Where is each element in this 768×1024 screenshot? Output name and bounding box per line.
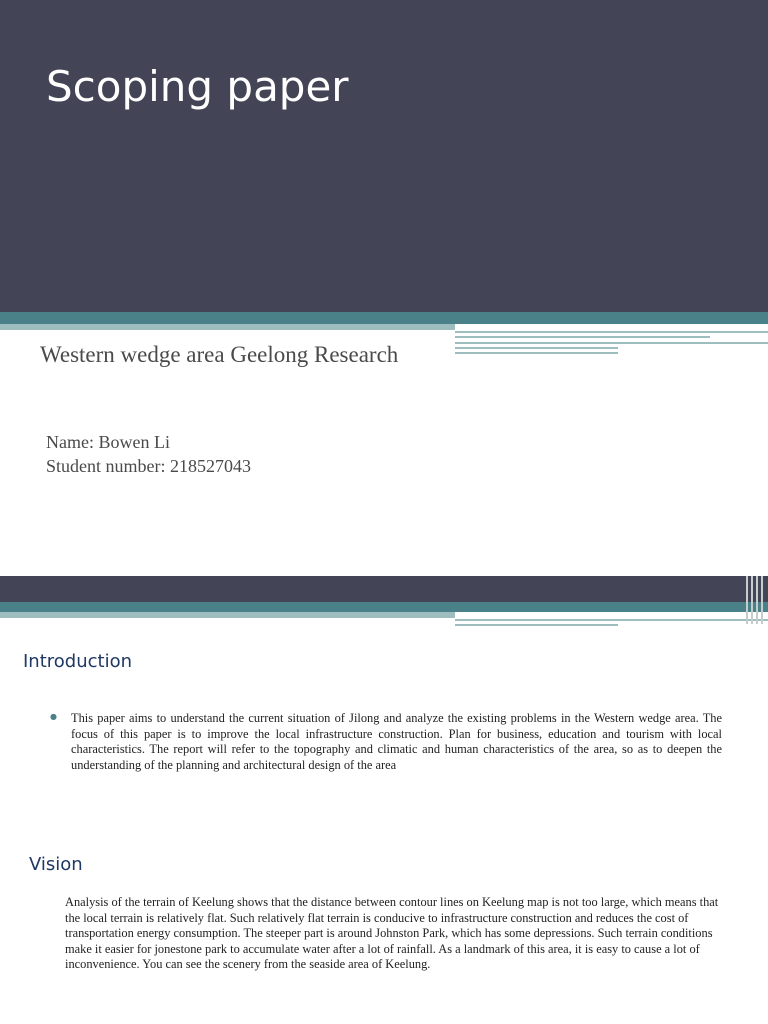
introduction-text: This paper aims to understand the current situation of Jilong and analyze the existing problems in the Western wedge area. The focus of this paper is to improve the local infrastructure construction. Plan for business, education and tourism with local characteristics. The report will refer to the topography and climatic and human characteristics of the area, so as to deepen the understanding of the planning and architectural design of the area	[71, 711, 722, 772]
decorative-line	[455, 624, 618, 626]
decorative-line	[455, 336, 710, 338]
bullet-icon: ●	[50, 712, 57, 721]
slide-subtitle: Western wedge area Geelong Research	[40, 342, 399, 367]
content-banner-light-stripe	[0, 612, 455, 618]
decorative-line	[455, 347, 618, 349]
student-number: Student number: 218527043	[46, 456, 251, 476]
content-banner-teal-stripe	[0, 602, 768, 612]
decorative-line	[455, 619, 768, 621]
title-slide-banner	[0, 0, 768, 312]
decorative-line	[455, 331, 768, 333]
banner-teal-stripe	[0, 312, 768, 324]
author-name: Name: Bowen Li	[46, 432, 170, 452]
decorative-line	[455, 342, 768, 344]
content-slide-banner	[0, 576, 768, 602]
decorative-vertical-line	[751, 576, 753, 624]
vision-heading: Vision	[29, 854, 83, 875]
introduction-heading: Introduction	[23, 651, 133, 672]
vision-text: Analysis of the terrain of Keelung shows that the distance between contour lines on Keelung map is not too large, which means that the local terrain is relatively flat. Such relatively flat terrain is conducive to infrastructure construction and reduces the cost of transportation energy consumption. The steeper part is around Johnston Park, which has some depressions. Such terrain conditions make it easier for jonestone park to accumulate water after a lot of rainfall. As a landmark of this area, it is easy to cause a lot of inconvenience. You can see the scenery from the seaside area of Keelung.	[65, 895, 719, 971]
decorative-vertical-line	[756, 576, 758, 624]
decorative-vertical-line	[746, 576, 748, 624]
decorative-vertical-line	[761, 576, 763, 624]
slide-title: Scoping paper	[46, 62, 349, 111]
banner-light-stripe	[0, 324, 455, 330]
decorative-line	[455, 352, 618, 354]
